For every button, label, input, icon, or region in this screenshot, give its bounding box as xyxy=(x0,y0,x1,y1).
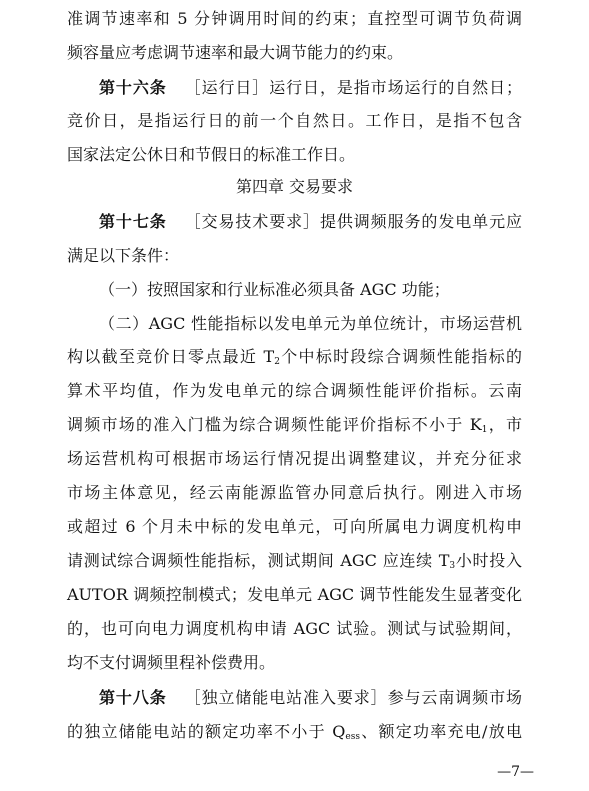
article-16-label: 第十六条 xyxy=(99,78,167,97)
text-line: AUTOR 调频控制模式；发电单元 AGC 调节性能发生显著变化 xyxy=(67,585,522,604)
text-line: 场运营机构可根据市场运行情况提出调整建议，并充分征求 xyxy=(67,449,522,468)
article-18-line xyxy=(99,683,522,713)
text-line: 国家法定公休日和节假日的标准工作日。 xyxy=(67,145,356,164)
page-number: —7— xyxy=(497,764,534,780)
article-17-line xyxy=(99,207,522,237)
text-line: 竞价日，是指运行日的前一个自然日。工作日，是指不包含 xyxy=(67,111,522,130)
text-line: 满足以下条件： xyxy=(67,246,180,265)
subscript-k1: 1 xyxy=(481,425,488,435)
list-item-1: （一）按照国家和行业标准必须具备 AGC 功能； xyxy=(99,280,450,299)
text-line: 算术平均值，作为发电单元的综合调频性能评价指标。云南 xyxy=(67,381,522,400)
article-16-title: ［运行日］运行日，是指市场运行的自然日； xyxy=(184,78,522,97)
text-line: 准调节速率和 5 分钟调用时间的约束；直控型可调节负荷调 xyxy=(67,9,522,28)
article-18-title: ［独立储能电站准入要求］参与云南调频市场 xyxy=(184,688,522,707)
text-line: 构以截至竞价日零点最近 $T_2$个中标时段综合调频性能指标的 xyxy=(67,347,522,367)
text-line: 请测试综合调频性能指标，测试期间 AGC 应连续 $T_3$小时投入 xyxy=(67,551,522,571)
text-line: 或超过 6 个月未中标的发电单元，可向所属电力调度机构申 xyxy=(67,517,522,536)
article-17-label: 第十七条 xyxy=(99,212,167,231)
article-18-label: 第十八条 xyxy=(99,688,167,707)
subscript-t2: 2 xyxy=(274,357,280,367)
text-line: 的，也可向电力调度机构申请 AGC 试验。测试与试验期间， xyxy=(67,619,522,638)
list-item-2: （二）AGC 性能指标以发电单元为单位统计，市场运营机 xyxy=(99,314,522,333)
subscript-t3: 3 xyxy=(449,561,456,571)
article-16-line xyxy=(99,73,522,103)
text-line: 的独立储能电站的额定功率不小于 $Q_{ess}$、额定功率充电/放电 xyxy=(67,722,522,742)
text-line: 均不支付调频里程补偿费用。 xyxy=(67,653,276,672)
chapter-heading: 第四章 交易要求 xyxy=(235,177,354,196)
text-line: 市场主体意见，经云南能源监管办同意后执行。刚进入市场 xyxy=(67,483,522,502)
text-line: 调频市场的准入门槛为综合调频性能评价指标不小于 $K_1$，市 xyxy=(67,415,522,435)
text-line: 频容量应考虑调节速率和最大调节能力的约束。 xyxy=(67,43,404,62)
subscript-ess: ess xyxy=(345,732,360,742)
article-17-title: ［交易技术要求］提供调频服务的发电单元应 xyxy=(184,212,522,231)
